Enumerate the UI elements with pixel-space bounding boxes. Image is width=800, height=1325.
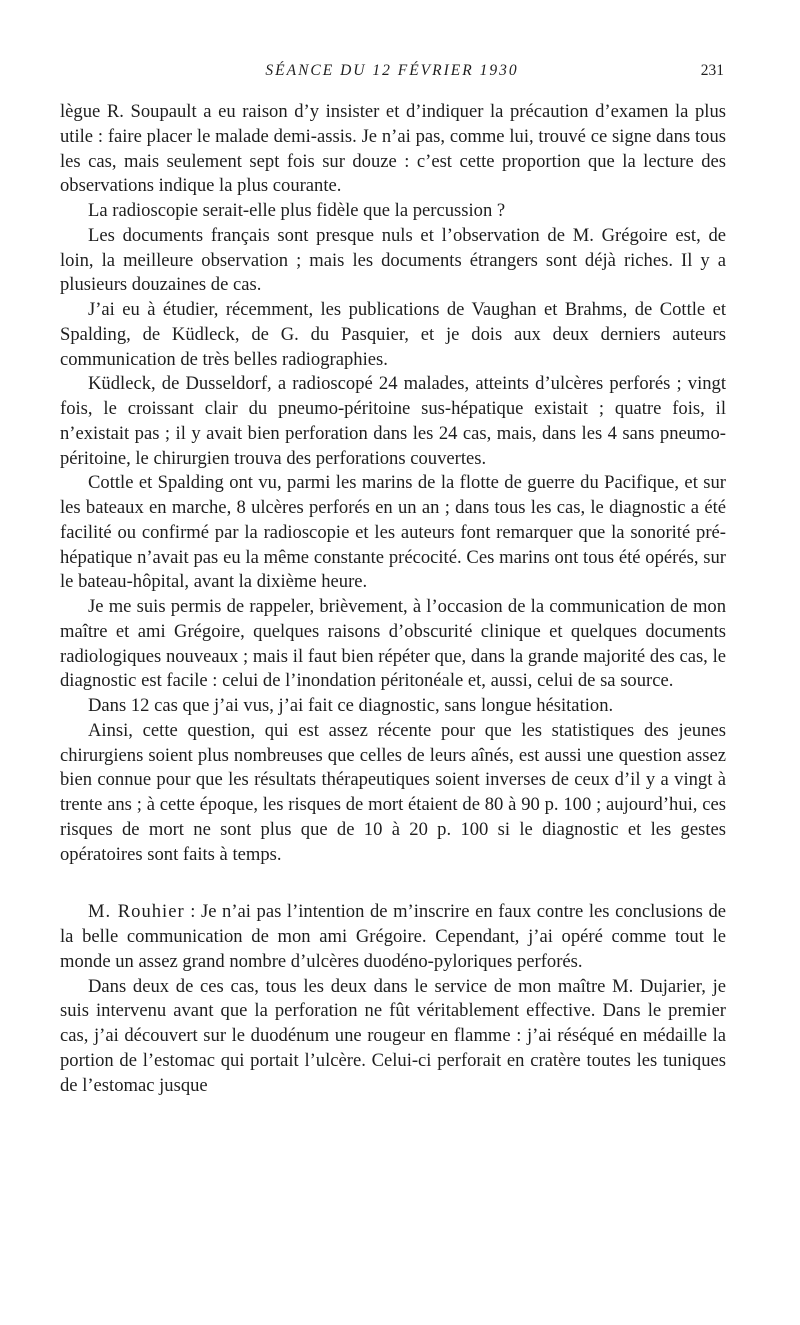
rouhier-intro-text: : Je n’ai pas l’intention de m’inscrire en faux contre les conclusions de la belle communication de mon ami Grégoire. Cependant, j’ai opéré comme tout le monde un assez grand nombre d’ulcères duodéno-pyloriques perforés. bbox=[60, 901, 726, 972]
paragraph-french-documents: Les documents français sont presque nuls et l’observation de M. Grégoire est, de loin, la meilleure observation ; mais les documents étrangers sont déjà riches. Il y a plusieurs douzaines de cas. bbox=[60, 224, 726, 296]
running-title: SÉANCE DU 12 FÉVRIER 1930 bbox=[265, 62, 519, 79]
body-text bbox=[60, 100, 726, 1098]
paragraph-publications: J’ai eu à étudier, récemment, les publications de Vaughan et Brahms, de Cottle et Spalding, de Küdleck, de G. du Pasquier, et je dois aux deux derniers auteurs communication de très belles radiographies. bbox=[60, 299, 726, 370]
page-header bbox=[60, 62, 724, 84]
paragraph-continuation: lègue R. Soupault a eu raison d’y insister et d’indiquer la précaution d’examen la plus utile : faire placer le malade demi-assis. Je n’ai pas, comme lui, trouvé ce signe dans tous les cas, mais seulement sept fois sur douze : c’est cette proportion que la lecture des observations indique la plus courante. bbox=[60, 101, 726, 197]
paragraph-kudleck: Küdleck, de Dusseldorf, a radioscopé 24 malades, atteints d’ulcères perforés ; vingt fois, le croissant clair du pneumo-péritoine sus-hépatique existait ; quatre fois, il n’existait pas ; il y avait bien perforation dans les 24 cas, mais, dans les 4 sans pneumo-péritoine, le chirurgien trouva des perforations couvertes. bbox=[60, 373, 726, 469]
paragraph-diagnosis-recall: Je me suis permis de rappeler, brièvement, à l’occasion de la communication de mon maître et ami Grégoire, quelques raisons d’obscurité clinique et quelques documents radiologiques nouveaux ; mais il faut bien répéter que, dans la grande majorité des cas, le diagnostic est facile : celui de l’inondation péritonéale et, aussi, celui de sa source. bbox=[60, 596, 726, 692]
paragraph-rouhier-intro bbox=[60, 900, 726, 974]
page-number: 231 bbox=[700, 62, 724, 79]
paragraph-statistics: Ainsi, cette question, qui est assez récente pour que les statistiques des jeunes chirurgiens soient plus nombreuses que celles de leurs aînés, est aussi une question assez bien connue pour que les résultats thérapeutiques soient inverses de ceux d’il y a vingt à trente ans ; à cette époque, les risques de mort étaient de 80 à 90 p. 100 ; aujourd’hui, ces risques de mort ne sont plus que de 10 à 20 p. 100 si le diagnostic et les gestes opératoires sont faits à temps. bbox=[60, 719, 726, 865]
speaker-name: M. Rouhier bbox=[88, 901, 185, 923]
paragraph-radioscopy-question: La radioscopie serait-elle plus fidèle que la percussion ? bbox=[88, 200, 506, 221]
paragraph-rouhier-cases: Dans deux de ces cas, tous les deux dans le service de mon maître M. Dujarier, je suis intervenu avant que la perforation ne fût véritablement effective. Dans le premier cas, j’ai découvert sur le duodénum une rougeur en flamme : j’ai réséqué en médaille la portion de l’estomac qui portait l’ulcère. Celui-ci perforait en cratère toutes les tuniques de l’estomac jusque bbox=[60, 975, 726, 1096]
paragraph-twelve-cases: Dans 12 cas que j’ai vus, j’ai fait ce diagnostic, sans longue hésitation. bbox=[88, 695, 614, 716]
paragraph-cottle-spalding: Cottle et Spalding ont vu, parmi les marins de la flotte de guerre du Pacifique, et sur les bateaux en marche, 8 ulcères perforés en un an ; dans tous les cas, le diagnostic a été facilité ou confirmé par la radioscopie et les auteurs font remarquer que la sonorité pré-hépatique n’avait pas eu la même constante précocité. Ces marins ont tous été opérés, sur le bateau-hôpital, avant la dixième heure. bbox=[60, 472, 726, 593]
